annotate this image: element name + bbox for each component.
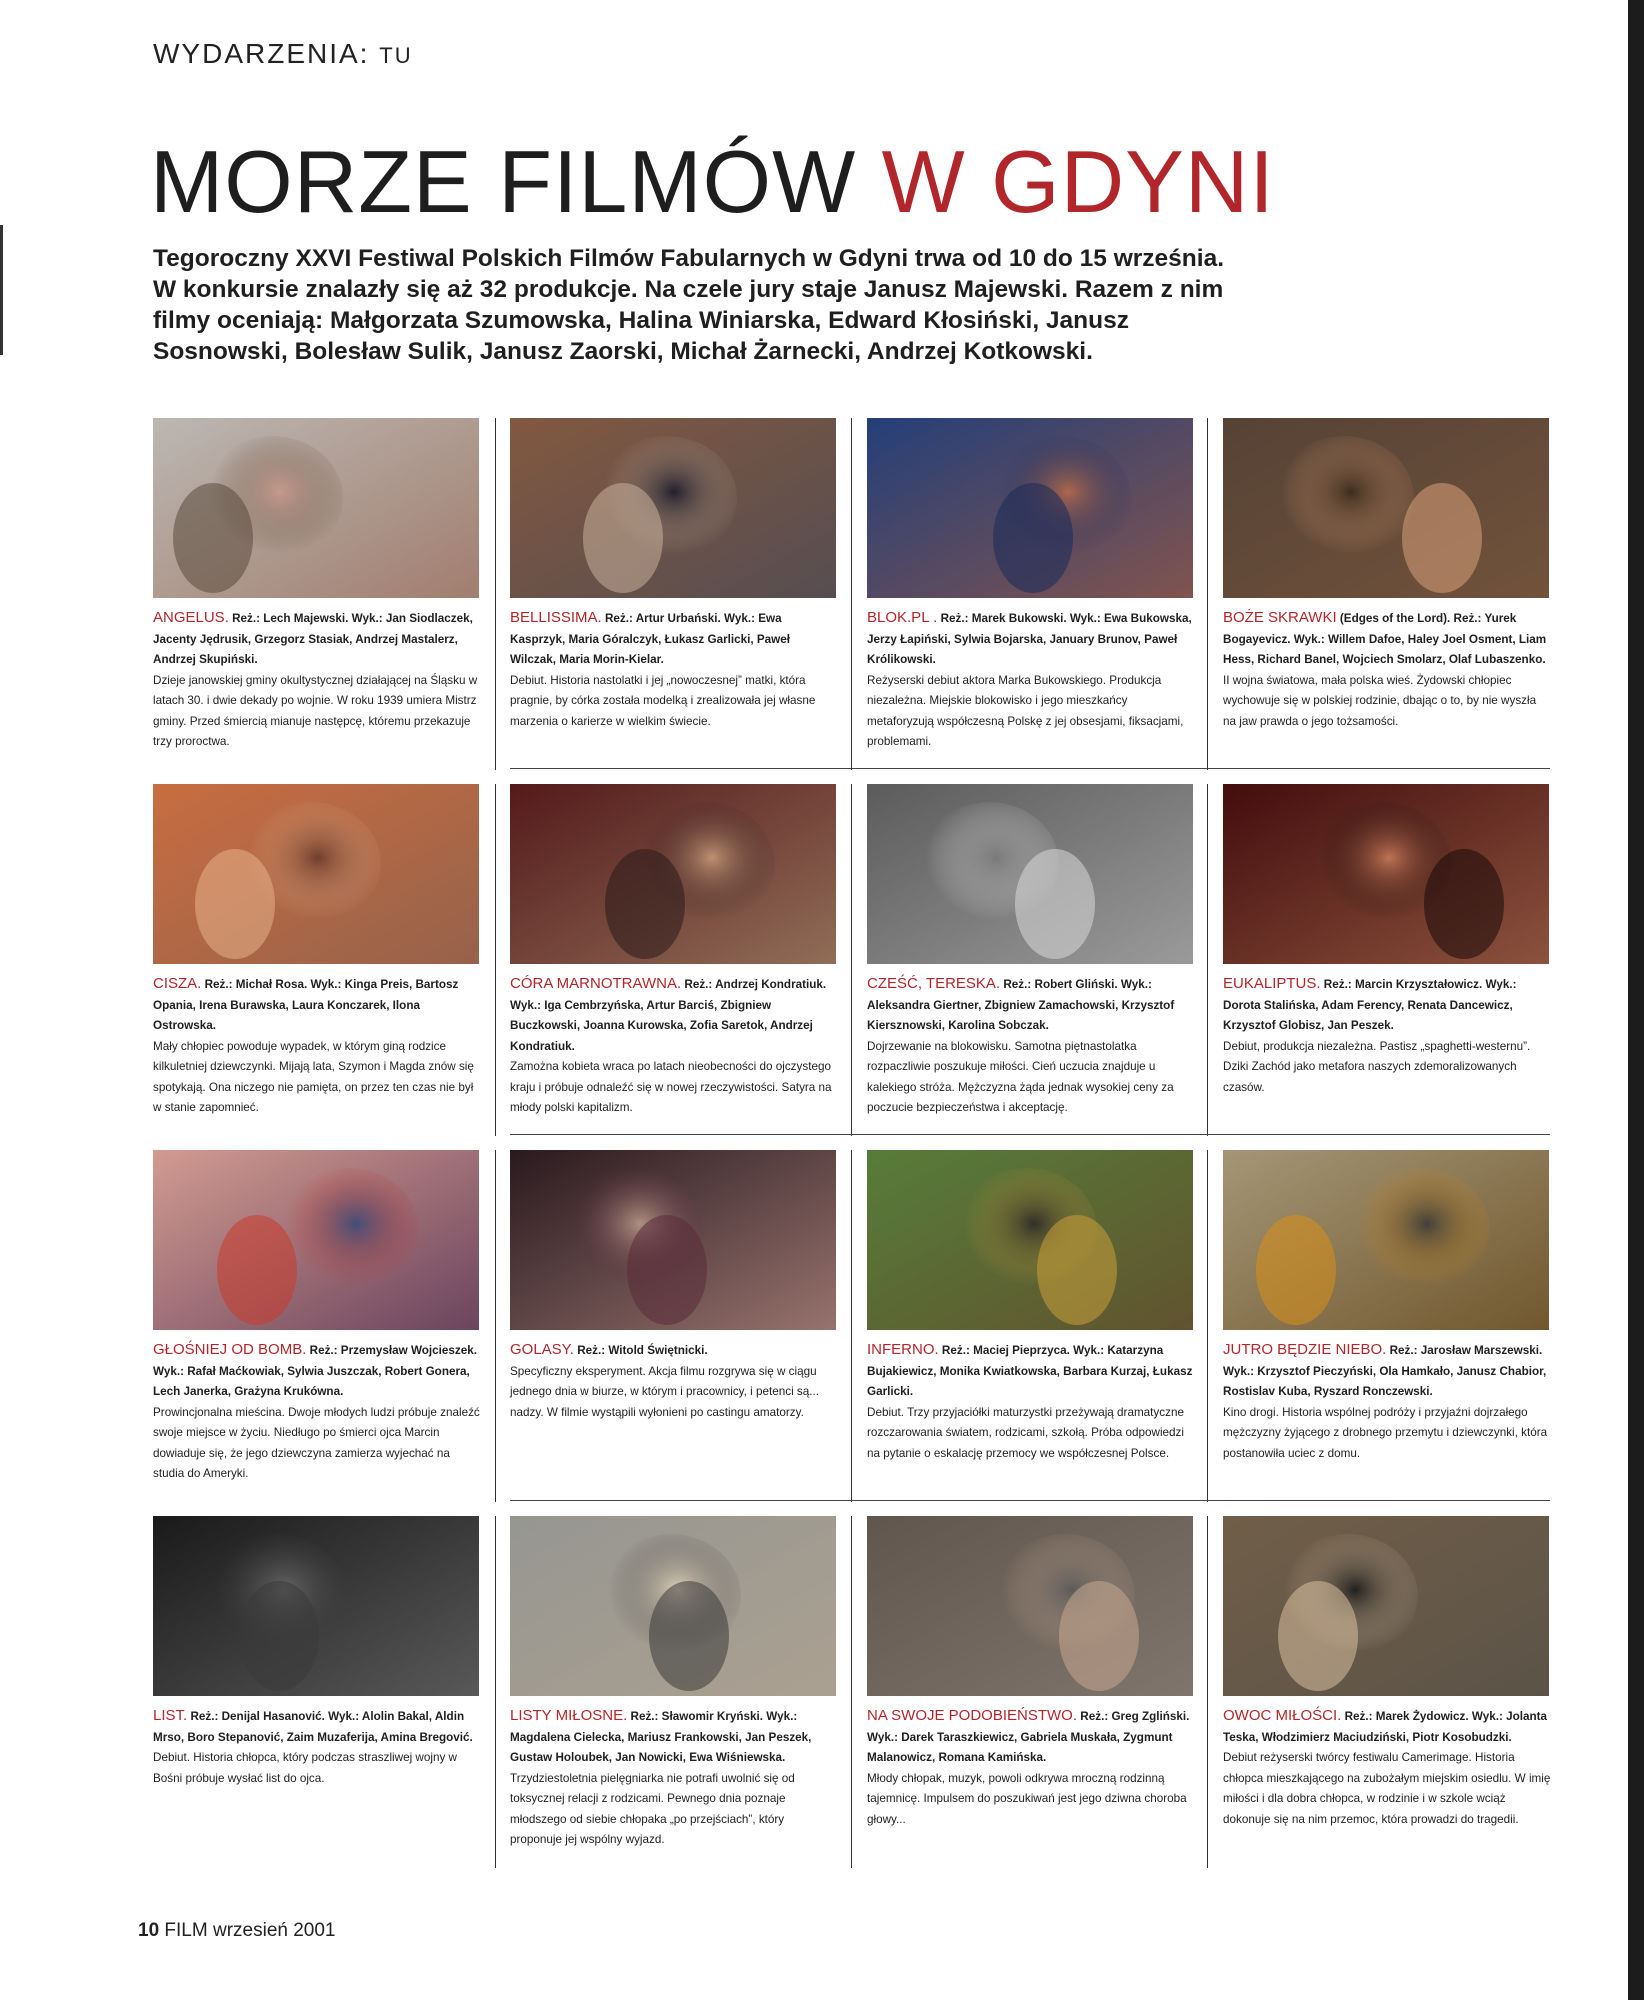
column-divider <box>495 1516 496 1868</box>
film-title: BELLISSIMA. <box>510 609 602 626</box>
film-credits: Reż.: Maciej Pieprzyca. Wyk.: Katarzyna Bujakiewicz, Monika Kwiatkowska, Barbara Kurzaj, Łukasz Garlicki. <box>867 1344 1193 1398</box>
film-still-image <box>510 1516 836 1696</box>
film-caption <box>510 974 838 1119</box>
film-description: Zamożna kobieta wraca po latach nieobecności do ojczystego kraju i próbuje odnaleźć się w nowej rzeczywistości. Satyra na młody polski kapitalizm. <box>510 1060 832 1114</box>
issue-date: wrzesień 2001 <box>212 1920 336 1941</box>
film-caption <box>510 608 838 732</box>
row-divider <box>510 768 1550 769</box>
title-main: MORZE FILMÓW <box>150 132 857 231</box>
film-entry <box>1223 418 1551 732</box>
film-caption <box>510 1340 838 1423</box>
film-still-image <box>1223 1150 1549 1330</box>
film-description: II wojna światowa, mała polska wieś. Żydowski chłopiec wychowuje się w polskiej rodzinie, dbając o to, by nie wyszła na jaw prawda o jego tożsamości. <box>1223 673 1537 728</box>
column-divider <box>495 784 496 1136</box>
film-caption <box>867 1706 1195 1830</box>
film-description: Debiut, produkcja niezależna. Pastisz „spaghetti-westernu”. Dziki Zachód jako metafora naszych zdemoralizowanych czasów. <box>1223 1039 1531 1094</box>
film-title: BLOK.PL . <box>867 609 938 626</box>
film-still-image <box>867 784 1193 964</box>
film-credits: Reż.: Marcin Krzyształowicz. Wyk.: Dorota Stalińska, Adam Ferency, Renata Dancewicz, Krzysztof Globisz, Jan Peszek. <box>1223 978 1517 1032</box>
film-description: Debiut. Historia chłopca, który podczas straszliwej wojny w Bośni próbuje wysłać list do ojca. <box>153 1751 457 1785</box>
film-title: OWOC MIŁOŚCI. <box>1223 1707 1342 1724</box>
row-divider <box>510 1500 1550 1501</box>
film-title: CISZA. <box>153 975 202 992</box>
film-title: JUTRO BĘDZIE NIEBO. <box>1223 1341 1387 1358</box>
film-still-image <box>1223 784 1549 964</box>
film-title: EUKALIPTUS. <box>1223 975 1321 992</box>
film-description: Trzydziestoletnia pielęgniarka nie potrafi uwolnić się od toksycznej relacji z rodzicami. Pewnego dnia poznaje młodszego od siebie chłopaka „po przejściach”, który proponuje jej wspólny wyjazd. <box>510 1771 795 1846</box>
column-divider <box>851 784 852 1136</box>
film-credits: Reż.: Andrzej Kondratiuk. Wyk.: Iga Cembrzyńska, Artur Barciś, Zbigniew Buczkowski, Joanna Kurowska, Zofia Saretok, Andrzej Kondratiuk. <box>510 978 827 1053</box>
film-description: Debiut. Trzy przyjaciółki maturzystki przeżywają dramatyczne rozczarowania światem, rodzicami, szkołą. Próba odpowiedzi na pytanie o eskalację przemocy we współczesnej Polsce. <box>867 1405 1184 1460</box>
film-description: Młody chłopak, muzyk, powoli odkrywa mroczną rodzinną tajemnicę. Impulsem do poszukiwań jest jego dziwna choroba głowy... <box>867 1771 1187 1826</box>
film-caption <box>867 974 1195 1119</box>
column-divider <box>1207 1516 1208 1868</box>
film-title: LIST. <box>153 1707 188 1724</box>
film-entry <box>153 784 481 1119</box>
film-title: NA SWOJE PODOBIEŃSTWO. <box>867 1707 1078 1724</box>
film-title: LISTY MIŁOSNE. <box>510 1707 628 1724</box>
film-description: Debiut. Historia nastolatki i jej „nowoczesnej” matki, która pragnie, by córka została modelką i zrealizowała jej własne marzenia o karierze w wielkim świecie. <box>510 673 816 728</box>
film-description: Dojrzewanie na blokowisku. Samotna piętnastolatka rozpaczliwie poszukuje miłości. Cień uczucia znajduje u kalekiego stróża. Mężczyzna żąda jednak wysokiej ceny za poczucie bezpieczeństwa i akceptację. <box>867 1039 1174 1114</box>
film-credits: Reż.: Denijal Hasanović. Wyk.: Alolin Bakal, Aldin Mrso, Boro Stepanović, Zaim Muzaferija, Amina Bregović. <box>153 1710 473 1744</box>
magazine-name: FILM <box>164 1920 208 1941</box>
column-divider <box>495 1150 496 1502</box>
page-edge-right <box>1628 0 1644 2000</box>
film-caption <box>867 1340 1195 1464</box>
film-title: CZEŚĆ, TERESKA. <box>867 975 1001 992</box>
film-caption <box>867 608 1195 753</box>
film-caption <box>153 974 481 1119</box>
film-credits: Reż.: Jarosław Marszewski. Wyk.: Krzysztof Pieczyński, Ola Hamkało, Janusz Chabior, Rostislav Kuba, Ryszard Ronczewski. <box>1223 1344 1547 1398</box>
film-entry <box>153 1150 481 1485</box>
film-grid <box>138 418 1558 1870</box>
film-entry <box>510 1516 838 1851</box>
film-still-image <box>153 418 479 598</box>
film-entry <box>867 418 1195 753</box>
film-title: INFERNO. <box>867 1341 939 1358</box>
film-entry <box>510 1150 838 1423</box>
title-accent: W GDYNI <box>881 132 1275 231</box>
film-title: GOLASY. <box>510 1341 574 1358</box>
film-still-image <box>153 1516 479 1696</box>
film-credits: (Edges of the Lord). Reż.: Yurek Bogayevicz. Wyk.: Willem Dafoe, Haley Joel Osment, Liam Hess, Richard Banel, Wojciech Smolarz, Olaf Lubaszenko. <box>1223 612 1547 666</box>
film-still-image <box>510 1150 836 1330</box>
article-title <box>150 132 1275 231</box>
film-credits: Reż.: Michał Rosa. Wyk.: Kinga Preis, Bartosz Opania, Irena Burawska, Laura Konczarek, Ilona Ostrowska. <box>153 978 459 1032</box>
column-divider <box>1207 784 1208 1136</box>
film-description: Kino drogi. Historia wspólnej podróży i przyjaźni dojrzałego mężczyzny żyjącego z drobnego przemytu i dziewczynki, która postanowiła uciec z domu. <box>1223 1405 1548 1460</box>
film-still-image <box>1223 1516 1549 1696</box>
film-still-image <box>867 1516 1193 1696</box>
film-description: Dzieje janowskiej gminy okultystycznej działającej na Śląsku w latach 30. i dwie dekady po wojnie. W roku 1939 umiera Mistrz gminy. Przed śmiercią mianuje następcę, któremu przekazuje trzy proroctwa. <box>153 673 478 748</box>
film-credits: Reż.: Robert Gliński. Wyk.: Aleksandra Giertner, Zbigniew Zamachowski, Krzysztof Kiersznowski, Karolina Sobczak. <box>867 978 1175 1032</box>
film-credits: Reż.: Przemysław Wojcieszek. Wyk.: Rafał Maćkowiak, Sylwia Juszczak, Robert Gonera, Lech Janerka, Grażyna Krukówna. <box>153 1344 478 1398</box>
film-description: Prowincjonalna mieścina. Dwoje młodych ludzi próbuje znaleźć swoje miejsce w życiu. Niedługo po śmierci ojca Marcin dowiaduje się, że jego dziewczyna zamierza wyjechać na studia do Ameryki. <box>153 1405 480 1480</box>
film-entry <box>1223 784 1551 1098</box>
film-credits: Reż.: Sławomir Kryński. Wyk.: Magdalena Cielecka, Mariusz Frankowski, Jan Peszek, Gustaw Holoubek, Jan Nowicki, Ewa Wiśniewska. <box>510 1710 812 1764</box>
film-description: Reżyserski debiut aktora Marka Bukowskiego. Produkcja niezależna. Miejskie blokowisko i jego mieszkańcy metaforyzują współczesną Polskę z jej obsesjami, fiksacjami, problemami. <box>867 673 1184 748</box>
column-divider <box>851 418 852 770</box>
film-still-image <box>867 1150 1193 1330</box>
section-label <box>153 38 413 70</box>
film-entry <box>510 784 838 1119</box>
film-title: GŁOŚNIEJ OD BOMB. <box>153 1341 307 1358</box>
row-divider <box>510 1134 1550 1135</box>
film-entry <box>1223 1150 1551 1464</box>
film-credits: Reż.: Marek Żydowicz. Wyk.: Jolanta Teska, Włodzimierz Maciudziński, Piotr Kosobudzki. <box>1223 1710 1548 1744</box>
film-description: Mały chłopiec powoduje wypadek, w którym giną rodzice kilkuletniej dziewczynki. Mijają lata, Szymon i Magda znów się spotykają. Ona niczego nie pamięta, on przez ten czas nie był w stanie zapomnieć. <box>153 1039 474 1114</box>
film-caption <box>1223 974 1551 1098</box>
film-title: ANGELUS. <box>153 609 229 626</box>
film-caption <box>1223 1340 1551 1464</box>
page-edge-left <box>0 225 3 355</box>
film-description: Specyficzny eksperyment. Akcja filmu rozgrywa się w ciągu jednego dnia w biurze, w którym i pracownicy, i petenci są... nadzy. W filmie wystąpili wyłonieni po castingu amatorzy. <box>510 1364 819 1419</box>
film-entry <box>510 418 838 732</box>
page-number: 10 <box>138 1920 160 1941</box>
column-divider <box>1207 1150 1208 1502</box>
film-caption <box>1223 608 1551 732</box>
film-still-image <box>510 418 836 598</box>
column-divider <box>851 1516 852 1868</box>
film-title: BOŻE SKRAWKI <box>1223 609 1337 626</box>
film-title: CÓRA MARNOTRAWNA. <box>510 975 682 992</box>
film-entry <box>153 1516 481 1789</box>
film-caption <box>153 1340 481 1485</box>
film-credits: Reż.: Lech Majewski. Wyk.: Jan Siodlaczek, Jacenty Jędrusik, Grzegorz Stasiak, Andrzej Mastalerz, Andrzej Skupiński. <box>153 612 473 666</box>
film-still-image <box>153 1150 479 1330</box>
film-caption <box>153 608 481 753</box>
intro-paragraph: Tegoroczny XXVI Festiwal Polskich Filmów Fabularnych w Gdyni trwa od 10 do 15 września. W konkursie znalazły się aż 32 produkcje. Na czele jury staje Janusz Majewski. Razem z nim filmy oceniają: Małgorzata Szumowska, Halina Winiarska, Edward Kłosiński, Janusz Sosnowski, Bolesław Sulik, Janusz Zaorski, Michał Żarnecki, Andrzej Kotkowski. <box>153 245 1225 365</box>
film-caption <box>153 1706 481 1789</box>
film-entry <box>153 418 481 753</box>
section-name: WYDARZENIA: <box>153 38 370 69</box>
film-still-image <box>1223 418 1549 598</box>
page-footer <box>138 1920 336 1942</box>
column-divider <box>851 1150 852 1502</box>
film-caption <box>510 1706 838 1851</box>
column-divider <box>495 418 496 770</box>
film-still-image <box>510 784 836 964</box>
film-credits: Reż.: Marek Bukowski. Wyk.: Ewa Bukowska, Jerzy Łapiński, Sylwia Bojarska, January Brunov, Paweł Królikowski. <box>867 612 1192 666</box>
film-caption <box>1223 1706 1551 1830</box>
film-entry <box>867 1516 1195 1830</box>
film-entry <box>867 1150 1195 1464</box>
film-entry <box>1223 1516 1551 1830</box>
film-description: Debiut reżyserski twórcy festiwalu Camerimage. Historia chłopca mieszkającego na zubożałym miejskim osiedlu. W imię miłości i dla dobra chłopca, w rodzinie i w szkole wciąż dokonuje się na nim przemoc, która prowadzi do tragedii. <box>1223 1751 1551 1826</box>
film-credits: Reż.: Greg Zgliński. Wyk.: Darek Taraszkiewicz, Gabriela Muskała, Zygmunt Malanowicz, Romana Kamińska. <box>867 1710 1190 1764</box>
subsection-name: TU <box>379 43 413 68</box>
film-credits: Reż.: Artur Urbański. Wyk.: Ewa Kasprzyk, Maria Góralczyk, Łukasz Garlicki, Paweł Wilczak, Maria Morin-Kielar. <box>510 612 790 666</box>
column-divider <box>1207 418 1208 770</box>
film-entry <box>867 784 1195 1119</box>
film-credits: Reż.: Witold Świętnicki. <box>577 1344 708 1357</box>
film-still-image <box>867 418 1193 598</box>
film-still-image <box>153 784 479 964</box>
